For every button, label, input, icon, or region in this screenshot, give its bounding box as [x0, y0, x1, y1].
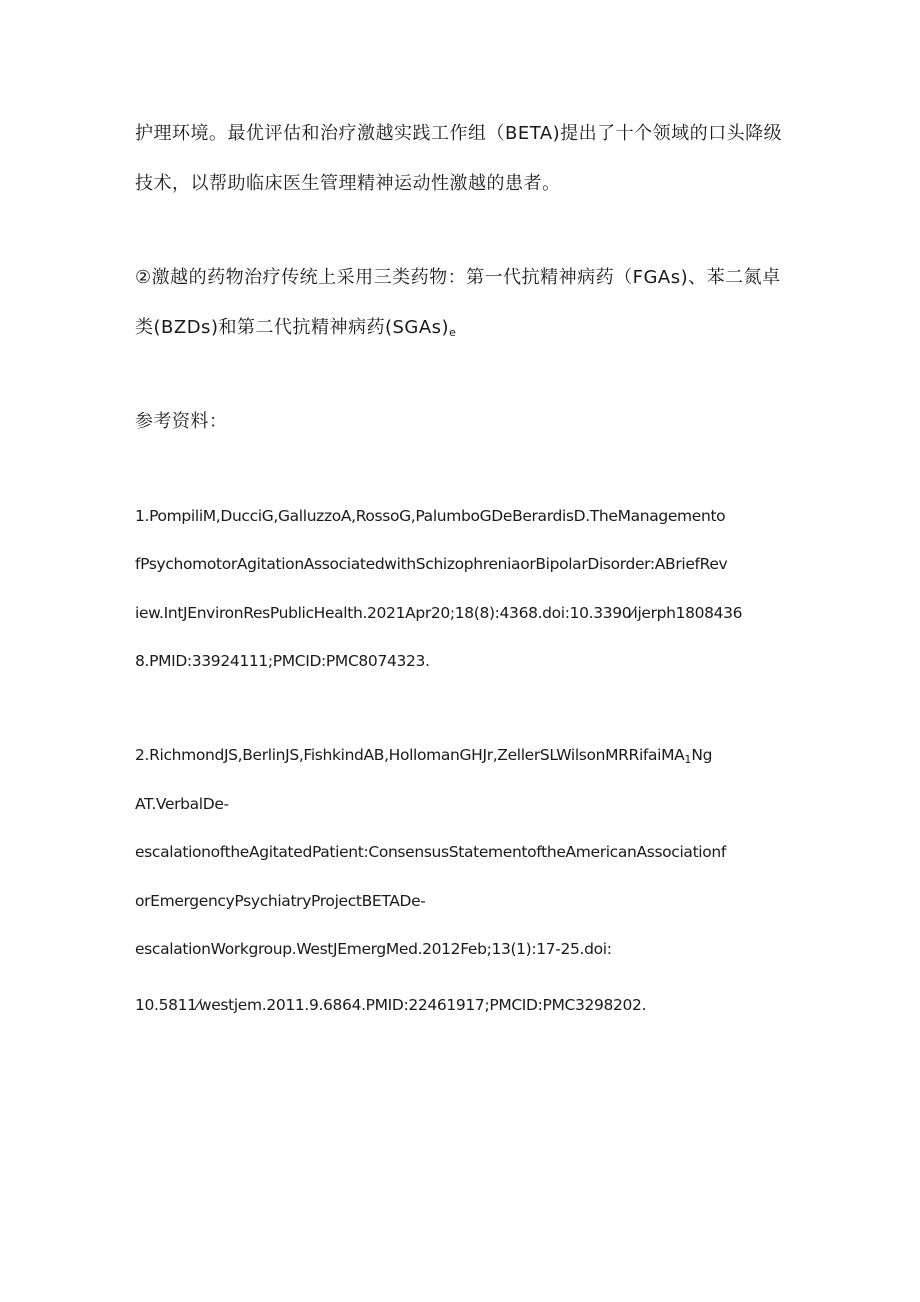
- paragraph-2-line-2: [135, 316, 795, 345]
- reference-2-line-2: AT.VerbalDe-: [135, 795, 229, 813]
- paragraph-2-line-1: ②激越的药物治疗传统上采用三类药物：第一代抗精神病药（FGAs)、苯二氮卓: [135, 267, 781, 288]
- reference-2-line-1-tail: Ng: [691, 746, 713, 764]
- reference-1-line-1: 1.PompiliM,DucciG,GalluzzoA,RossoG,PalumboGDeBerardisD.TheManagemento: [135, 507, 726, 525]
- reference-2-line-5: escalationWorkgroup.WestJEmergMed.2012Feb;13(1):17-25.doi:: [135, 940, 612, 958]
- paragraph-1-line-1: 护理环境。最优评估和治疗激越实践工作组（BETA)提出了十个领域的口头降级: [135, 123, 783, 144]
- paragraph-1-line-2: 技术，以帮助临床医生管理精神运动性激越的患者。: [135, 173, 561, 194]
- paragraph-2-subscript: e: [449, 326, 456, 339]
- reference-1-line-3: iew.IntJEnvironResPublicHealth.2021Apr20;18(8):4368.doi:10.3390⁄ijerph1808436: [135, 604, 743, 622]
- reference-2-line-4: orEmergencyPsychiatryProjectBETADe-: [135, 892, 426, 910]
- reference-2-line-1: [135, 743, 795, 772]
- reference-2-subscript: 1: [684, 753, 692, 766]
- reference-2-line-6: 10.5811⁄westjem.2011.9.6864.PMID:22461917;PMCID:PMC3298202.: [135, 996, 647, 1014]
- reference-1-line-2: fPsychomotorAgitationAssociatedwithSchizophreniaorBipolarDisorder:ABriefRev: [135, 555, 728, 573]
- references-heading: 参考资料：: [135, 411, 228, 432]
- reference-2-line-1-text: 2.RichmondJS,BerlinJS,FishkindAB,HollomanGHJr,ZellerSLWilsonMRRifaiMA: [135, 746, 685, 764]
- reference-2-line-3: escalationoftheAgitatedPatient:ConsensusStatementoftheAmericanAssociationf: [135, 843, 726, 861]
- paragraph-2-line-2-text: 类(BZDs)和第二代抗精神病药(SGAs): [135, 317, 450, 338]
- reference-1-line-4: 8.PMID:33924111;PMCID:PMC8074323.: [135, 652, 430, 670]
